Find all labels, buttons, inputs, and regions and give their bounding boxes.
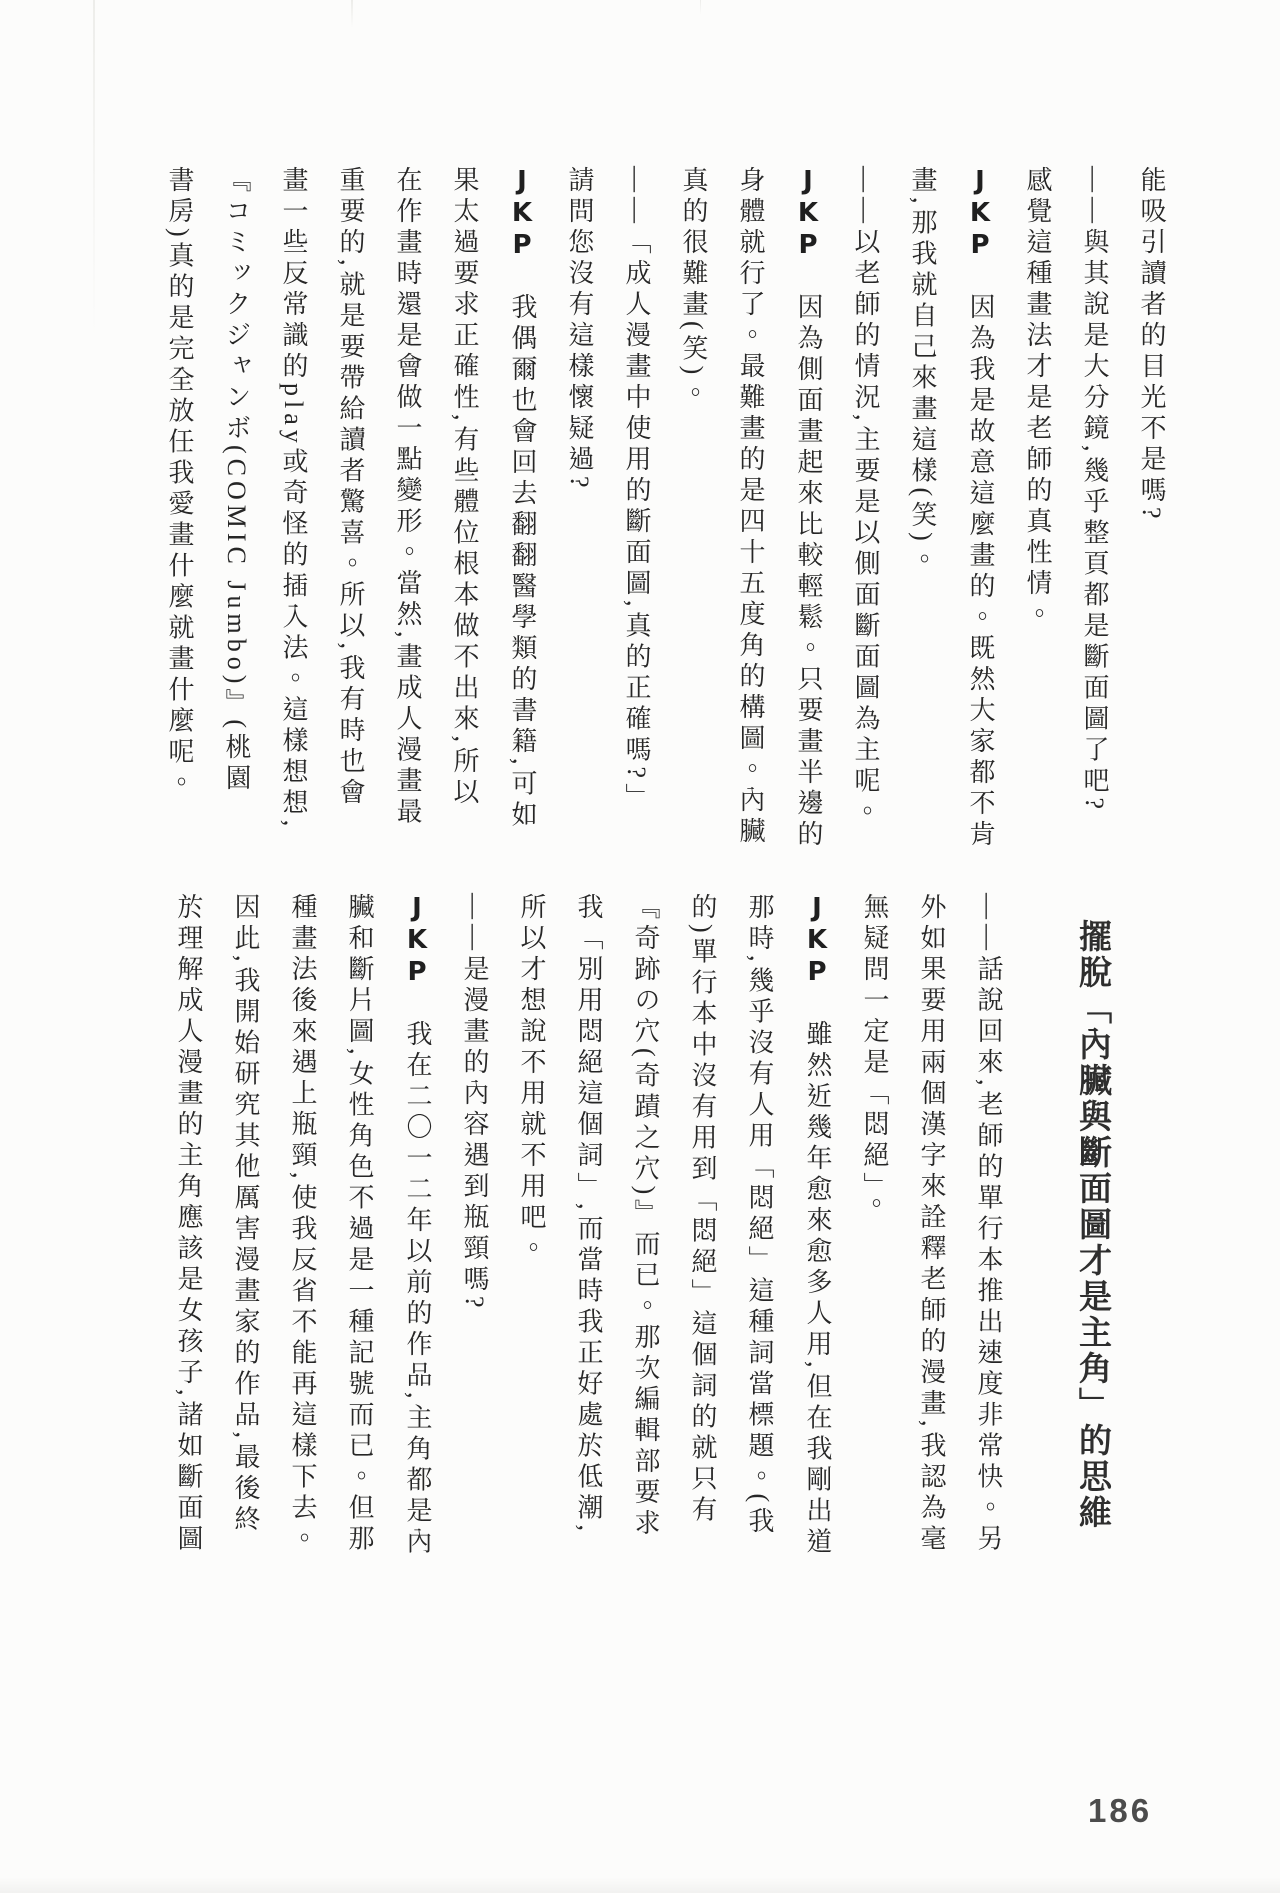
speaker-label: JKP [402, 893, 432, 989]
scan-artifact [351, 0, 353, 28]
text-column: 重要的,就是要帶給讀者驚喜。所以,我有時也會 [336, 166, 365, 809]
text-column: JKP 我偶爾也會回去翻翻醫學類的書籍,可如 [507, 166, 537, 832]
text-column: JKP 因為側面畫起來比較輕鬆。只要畫半邊的 [793, 166, 823, 851]
text-column: 我「別用悶絕這個詞」,而當時我正好處於低潮, [574, 893, 603, 1536]
text-column: 無疑問一定是「悶絕」。 [860, 893, 889, 1221]
text-column: 那時,幾乎沒有人用「悶絕」這種詞當標題。(我 [745, 893, 774, 1539]
text-column: 請問您沒有這樣懷疑過? [565, 166, 594, 493]
text-column: 畫,那我就自己來畫這樣(笑)。 [908, 166, 937, 577]
text-column: 『奇跡の穴(奇蹟之穴)』而已。那次編輯部要求 [631, 893, 660, 1541]
text-column: 臟和斷片圖,女性角色不過是一種記號而已。但那 [345, 893, 374, 1556]
interview-bottom-block [160, 893, 1180, 1611]
text-column: 真的很難畫(笑)。 [679, 166, 708, 411]
bottom-block-columns [160, 893, 1017, 1611]
text-column: 書房)真的是完全放任我愛畫什麼就畫什麼呢。 [165, 166, 194, 800]
text-column: ——是漫畫的內容遇到瓶頸嗎? [460, 893, 489, 1313]
interview-top-block [151, 166, 1180, 884]
page-number: 186 [1088, 1792, 1153, 1829]
text-column: 於理解成人漫畫的主角應該是女孩子,諸如斷面圖 [174, 893, 203, 1556]
text-column: 外如果要用兩個漢字來詮釋老師的漫畫,我認為毫 [917, 893, 946, 1556]
text-column: JKP 因為我是故意這麼畫的。既然大家都不肯 [965, 166, 995, 851]
text-column: 的)單行本中沒有用到「悶絕」這個詞的就只有 [688, 893, 717, 1527]
text-column: 種畫法後來遇上瓶頸,使我反省不能再這樣下去。 [288, 893, 317, 1556]
scan-artifact [93, 0, 95, 340]
text-column: 果太過要求正確性,有些體位根本做不出來,所以 [450, 166, 479, 809]
speaker-label: JKP [507, 166, 537, 262]
text-column: 所以才想說不用就不用吧。 [517, 893, 546, 1265]
speaker-label: JKP [793, 166, 823, 262]
text-column: ——話說回來,老師的單行本推出速度非常快。另 [974, 893, 1003, 1556]
text-column: 『コミックジャンボ(COMIC Jumbo)』(桃園 [222, 166, 251, 796]
text-column: 因此,我開始研究其他厲害漫畫家的作品,最後終 [231, 893, 260, 1536]
section-heading: 擺脫「內臟與斷面圖才是主角」的思維 [1075, 919, 1112, 1531]
text-column: 畫一些反常識的play或奇怪的插入法。這樣想想, [279, 166, 308, 832]
text-column: ——「成人漫畫中使用的斷面圖,真的正確嗎?」 [622, 166, 651, 815]
scan-artifact [700, 0, 701, 15]
text-column: JKP 我在二〇一二年以前的作品,主角都是內 [402, 893, 432, 1559]
text-column: 身體就行了。最難畫的是四十五度角的構圖。內臟 [736, 166, 765, 848]
text-column: ——以老師的情況,主要是以側面斷面圖為主呢。 [851, 166, 880, 829]
text-column: JKP 雖然近幾年愈來愈多人用,但在我剛出道 [802, 893, 832, 1559]
text-column: 能吸引讀者的目光不是嗎? [1137, 166, 1166, 524]
text-column: ——與其說是大分鏡,幾乎整頁都是斷面圖了吧? [1080, 166, 1109, 815]
text-column: 在作畫時還是會做一點變形。當然,畫成人漫畫最 [393, 166, 422, 829]
speaker-label: JKP [802, 893, 832, 989]
text-column: 感覺這種畫法才是老師的真性情。 [1023, 166, 1052, 631]
speaker-label: JKP [965, 166, 995, 262]
